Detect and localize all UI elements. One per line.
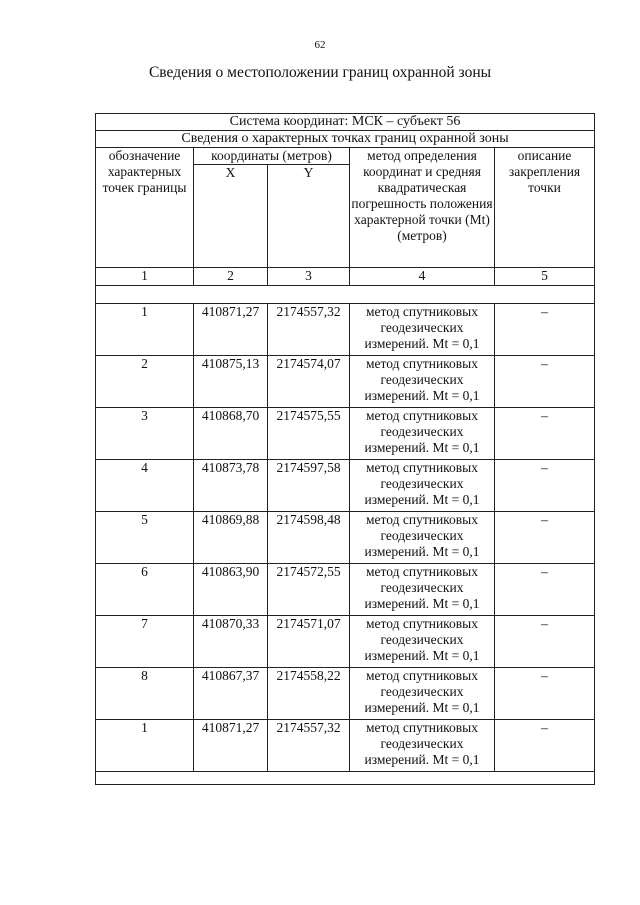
point-cell: 8 bbox=[96, 668, 194, 720]
method-cell: метод спутниковых геодезических измерений. Mt = 0,1 bbox=[350, 460, 495, 512]
point-cell: 1 bbox=[96, 720, 194, 772]
x-cell: 410868,70 bbox=[194, 408, 268, 460]
column-number: 2 bbox=[194, 268, 268, 286]
header-designation: обозначение характерных точек границы bbox=[96, 148, 194, 268]
point-cell: 5 bbox=[96, 512, 194, 564]
y-cell: 2174557,32 bbox=[268, 720, 350, 772]
method-cell: метод спутниковых геодезических измерений. Mt = 0,1 bbox=[350, 408, 495, 460]
method-cell: метод спутниковых геодезических измерений. Mt = 0,1 bbox=[350, 356, 495, 408]
x-cell: 410871,27 bbox=[194, 720, 268, 772]
closing-cell bbox=[96, 772, 595, 785]
table-row bbox=[96, 408, 595, 460]
table-row bbox=[96, 356, 595, 408]
method-cell: метод спутниковых геодезических измерений. Mt = 0,1 bbox=[350, 720, 495, 772]
table-caption-cell: Сведения о характерных точках границ охранной зоны bbox=[96, 131, 595, 148]
description-cell: – bbox=[495, 356, 595, 408]
y-cell: 2174558,22 bbox=[268, 668, 350, 720]
method-cell: метод спутниковых геодезических измерений. Mt = 0,1 bbox=[350, 564, 495, 616]
closing-row bbox=[96, 772, 595, 785]
method-cell: метод спутниковых геодезических измерений. Mt = 0,1 bbox=[350, 304, 495, 356]
method-cell: метод спутниковых геодезических измерений. Mt = 0,1 bbox=[350, 668, 495, 720]
document-title: Сведения о местоположении границ охранной зоны bbox=[148, 64, 492, 81]
boundary-points-table bbox=[95, 113, 595, 785]
header-description: описание закрепления точки bbox=[495, 148, 595, 268]
spacer-row bbox=[96, 286, 595, 304]
x-cell: 410869,88 bbox=[194, 512, 268, 564]
page-number: 62 bbox=[314, 39, 326, 51]
column-number: 3 bbox=[268, 268, 350, 286]
y-cell: 2174575,55 bbox=[268, 408, 350, 460]
x-cell: 410871,27 bbox=[194, 304, 268, 356]
point-cell: 4 bbox=[96, 460, 194, 512]
method-cell: метод спутниковых геодезических измерений. Mt = 0,1 bbox=[350, 512, 495, 564]
y-cell: 2174598,48 bbox=[268, 512, 350, 564]
description-cell: – bbox=[495, 408, 595, 460]
coordinate-system-cell: Система координат: МСК – субъект 56 bbox=[96, 114, 595, 131]
header-x: X bbox=[194, 165, 268, 268]
description-cell: – bbox=[495, 720, 595, 772]
x-cell: 410875,13 bbox=[194, 356, 268, 408]
table-row bbox=[96, 616, 595, 668]
column-number-row bbox=[96, 268, 595, 286]
column-number: 4 bbox=[350, 268, 495, 286]
y-cell: 2174557,32 bbox=[268, 304, 350, 356]
description-cell: – bbox=[495, 668, 595, 720]
header-y: Y bbox=[268, 165, 350, 268]
y-cell: 2174572,55 bbox=[268, 564, 350, 616]
x-cell: 410870,33 bbox=[194, 616, 268, 668]
spacer-cell bbox=[96, 286, 595, 304]
point-cell: 2 bbox=[96, 356, 194, 408]
point-cell: 6 bbox=[96, 564, 194, 616]
table-row bbox=[96, 304, 595, 356]
table-row bbox=[96, 720, 595, 772]
description-cell: – bbox=[495, 564, 595, 616]
x-cell: 410873,78 bbox=[194, 460, 268, 512]
x-cell: 410867,37 bbox=[194, 668, 268, 720]
table-row bbox=[96, 564, 595, 616]
x-cell: 410863,90 bbox=[194, 564, 268, 616]
table-row bbox=[96, 668, 595, 720]
point-cell: 3 bbox=[96, 408, 194, 460]
header-method: метод определения координат и средняя квадратическая погрешность положения характерной точки (Mt) (метров) bbox=[350, 148, 495, 268]
column-number: 5 bbox=[495, 268, 595, 286]
y-cell: 2174574,07 bbox=[268, 356, 350, 408]
description-cell: – bbox=[495, 304, 595, 356]
y-cell: 2174597,58 bbox=[268, 460, 350, 512]
table-row bbox=[96, 512, 595, 564]
point-cell: 1 bbox=[96, 304, 194, 356]
point-cell: 7 bbox=[96, 616, 194, 668]
description-cell: – bbox=[495, 460, 595, 512]
column-number: 1 bbox=[96, 268, 194, 286]
description-cell: – bbox=[495, 512, 595, 564]
y-cell: 2174571,07 bbox=[268, 616, 350, 668]
method-cell: метод спутниковых геодезических измерений. Mt = 0,1 bbox=[350, 616, 495, 668]
header-coordinates: координаты (метров) bbox=[194, 148, 350, 165]
description-cell: – bbox=[495, 616, 595, 668]
table-row bbox=[96, 460, 595, 512]
